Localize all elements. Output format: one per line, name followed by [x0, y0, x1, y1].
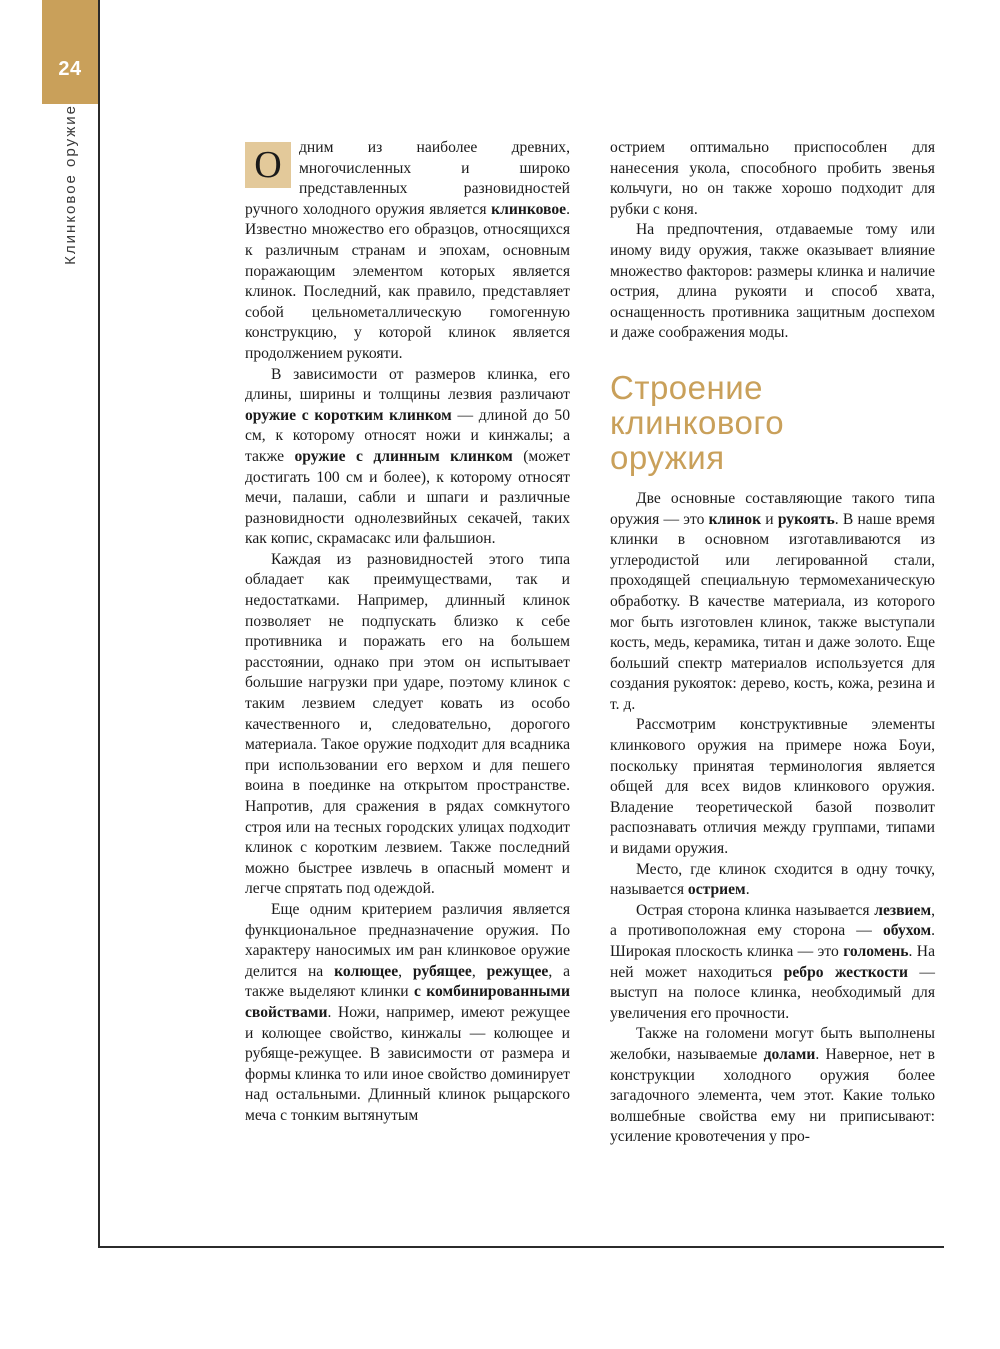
paragraph: Каждая из разновидностей этого типа обладает как преимуществами, так и недостатками. Например, длинный клинок позволяет не подпускать близко к себе противника и поражать его на большем расстоянии, однако при этом он испытывает большие нагрузки при ударе, поэтому клинок с таким лезвием следует ковать из особо качественного и, следовательно, дорогого материала. Такое оружие подходит для всадника при использовании его верхом и для пешего воина в поединке на открытом пространстве. Напротив, для сражения в рядах сомкнутого строя или на тесных городских улицах подходит клинок с коротким лезвием. Также последний можно быстрее извлечь в опасный момент и легче спрятать под одеждой. — [245, 550, 570, 898]
section-heading — [610, 370, 935, 475]
paragraph: Две основные составляющие такого типа оружия — это клинок и рукоять. В наше время клинки в основном изготавливаются из углеродистой или легированной стали, проходящей специальную термомеханическую обработку. В качестве материала, из которого мог быть изготовлен клинок, также выступали кость, медь, керамика, титан и даже золото. Еще больший спектр материалов используется для создания рукояток: дерево, кость, кожа, резина и т. д. — [610, 489, 935, 713]
text-column-right — [610, 138, 935, 1148]
paragraph: Острая сторона клинка называется лезвием, а противоположная ему сторона — обухом. Широкая плоскость клинка — это голомень. На ней может находиться ребро жесткости — выступ на полосе клинка, необходимый для увеличения его прочности. — [610, 901, 935, 1022]
section-heading-line-2: клинкового — [610, 403, 785, 441]
paragraph: На предпочтения, отдаваемые тому или иному виду оружия, также оказывает влияние множество факторов: размеры клинка и наличие острия, длина рукояти и способ хвата, оснащенность противника защитным доспехом и даже соображения моды. — [610, 221, 935, 342]
drop-cap: О — [245, 142, 291, 188]
paragraph: Место, где клинок сходится в одну точку, называется острием. — [610, 860, 935, 899]
paragraph: дним из наиболее древних, многочисленных и широко представленных разновидностей ручного холодного оружия является клинковое. Известно множество его образцов, относящихся к различным странам и эпохам, основным поражающим элементом которых является клинок. Последний, как правило, представляет собой цельнометаллическую гомогенную конструкцию, у которой клинок является продолжением рукояти. — [245, 139, 570, 362]
paragraph: Также на голомени могут быть выполнены желобки, называемые долами. Наверное, нет в конструкции холодного оружия более загадочного элемента, чем этот. Какие только волшебные свойства ему ни приписывают: усиление кровотечения у про- — [610, 1025, 935, 1146]
page-number: 24 — [58, 58, 82, 80]
chapter-side-title-text: Клинковое оружие — [61, 104, 79, 265]
paragraph: острием оптимально приспособлен для нанесения укола, способного пробить звенья кольчуги, но он также хорошо подходит для рубки с коня. — [610, 139, 935, 218]
page-accent-band — [42, 0, 98, 104]
paragraph: Рассмотрим конструктивные элементы клинкового оружия на примере ножа Боуи, поскольку принятая терминология является общей для всех видов клинкового оружия. Владение теоретической базой позволит распознавать отличия между группами, типами и видами оружия. — [610, 716, 935, 858]
text-column-left — [245, 138, 570, 1127]
paragraph: Еще одним критерием различия является функциональное предназначение оружия. По характеру наносимых им ран клинковое оружие делится на колющее, рубящее, режущее, а также выделяют клинки с комбинированными свойствами. Ножи, например, имеют режущее и колющее свойство, кинжалы — колющее и рубяще-режущее. В зависимости от размера и формы клинка то или иное свойство доминирует над остальными. Длинный клинок рыцарского меча с тонким вытянутым — [245, 900, 570, 1124]
page-frame-vertical-rule — [98, 0, 100, 1248]
section-heading-line-1: Строение — [610, 368, 764, 406]
chapter-side-title — [42, 104, 98, 394]
lead-paragraph-block — [245, 138, 570, 365]
paragraph: В зависимости от размеров клинка, его длины, ширины и толщины лезвия различают оружие с коротким клинком — длиной до 50 см, к которому относят ножи и кинжалы; а также оружие с длинным клинком (может достигать 100 см и более), к которому относят мечи, палаши, сабли и шпаги и различные разновидности однолезвийных секачей, таких как копис, скрамасакс или фальшион. — [245, 365, 571, 548]
section-heading-line-3: оружия — [610, 438, 725, 476]
page-body — [245, 138, 935, 1228]
page-frame-horizontal-rule — [98, 1246, 944, 1248]
